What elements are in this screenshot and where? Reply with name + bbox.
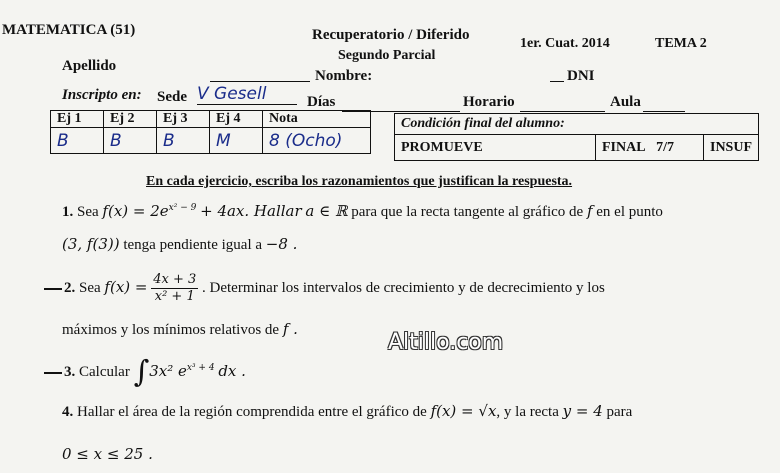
question-number: 4. bbox=[62, 404, 74, 420]
grade-value[interactable]: M bbox=[210, 128, 263, 154]
nombre-field[interactable] bbox=[550, 64, 564, 82]
q4-text: Hallar el área de la región comprendida entre el gráfico de bbox=[77, 404, 427, 420]
exam-name: Segundo Parcial bbox=[338, 48, 436, 63]
final-score: 7/7 bbox=[656, 139, 674, 155]
condition-table bbox=[394, 113, 759, 161]
grade-header: Ej 2 bbox=[104, 111, 157, 128]
theme: TEMA 2 bbox=[655, 36, 707, 51]
q4-text: , y la recta bbox=[496, 404, 559, 420]
grade-header: Ej 3 bbox=[157, 111, 210, 128]
q2-f: f . bbox=[282, 320, 298, 338]
grade-value[interactable]: 8 (Ocho) bbox=[263, 128, 371, 154]
q1-exponent: x² − 9 bbox=[168, 203, 197, 213]
question-number: 1. bbox=[62, 204, 74, 220]
grade-header: Nota bbox=[263, 111, 371, 128]
horario-label: Horario bbox=[463, 94, 515, 110]
q1-text: Sea bbox=[77, 204, 99, 220]
q2-fraction bbox=[151, 272, 198, 305]
q1-slope: −8 . bbox=[265, 235, 298, 253]
q2-text: máximos y los mínimos relativos de bbox=[62, 322, 280, 338]
q1-function: f(x) = 2e bbox=[102, 202, 169, 220]
grade-header: Ej 1 bbox=[51, 111, 104, 128]
q1-param: a ∈ ℝ bbox=[305, 202, 348, 220]
q1-text: + 4ax. Hallar bbox=[200, 202, 302, 220]
question-4 bbox=[62, 402, 632, 421]
watermark: Altillo.com bbox=[388, 330, 504, 355]
aula-field[interactable] bbox=[643, 94, 685, 112]
grade-header-row bbox=[51, 111, 371, 128]
q2-function: f(x) = bbox=[104, 277, 148, 296]
nombre-label: Nombre: bbox=[315, 68, 373, 84]
question-number: 2. bbox=[64, 279, 76, 296]
aula-label: Aula bbox=[610, 94, 641, 110]
q3-integrand: 3x² e bbox=[149, 362, 187, 380]
q1-f: f bbox=[586, 202, 593, 220]
grade-value[interactable]: B bbox=[104, 128, 157, 154]
question-1 bbox=[62, 202, 663, 221]
q3-text: Calcular bbox=[79, 364, 130, 380]
q2-text: . Determinar los intervalos de crecimiento y de decrecimiento y los bbox=[202, 279, 605, 296]
q1-text: para que la recta tangente al gráfico de bbox=[351, 204, 584, 220]
instruction: En cada ejercicio, escriba los razonamientos que justifican la respuesta. bbox=[146, 174, 573, 189]
final-cell bbox=[596, 135, 704, 161]
sede-value: V Gesell bbox=[197, 84, 267, 104]
integral-sign: ∫ bbox=[133, 354, 150, 390]
exam-type: Recuperatorio / Diferido bbox=[312, 27, 470, 43]
q3-exponent: x³ + 4 bbox=[186, 363, 215, 373]
apellido-label: Apellido bbox=[62, 58, 117, 74]
apellido-field[interactable] bbox=[210, 64, 310, 82]
course-title: MATEMATICA (51) bbox=[2, 22, 136, 38]
period: 1er. Cuat. 2014 bbox=[520, 36, 610, 51]
condition-title: Condición final del alumno: bbox=[395, 114, 759, 135]
dias-label: Días bbox=[307, 94, 336, 110]
q1-point: (3, f(3)) bbox=[62, 235, 120, 253]
q4-line: y = 4 bbox=[562, 402, 603, 420]
question-2-line-2 bbox=[62, 320, 298, 339]
grade-value[interactable]: B bbox=[157, 128, 210, 154]
q3-dx: dx . bbox=[218, 362, 246, 380]
q4-function: f(x) = √x bbox=[430, 402, 497, 420]
q4-interval: 0 ≤ x ≤ 25 . bbox=[62, 445, 153, 463]
q2-denominator: x² + 1 bbox=[154, 289, 195, 304]
question-3 bbox=[44, 354, 246, 390]
q1-text: tenga pendiente igual a bbox=[123, 237, 263, 253]
final-label: FINAL bbox=[602, 139, 646, 155]
grade-value[interactable]: B bbox=[51, 128, 104, 154]
sede-label: Sede bbox=[157, 89, 187, 105]
horario-field[interactable] bbox=[520, 94, 605, 112]
dni-label: DNI bbox=[567, 68, 595, 84]
dash-mark bbox=[44, 288, 62, 290]
question-2 bbox=[44, 272, 605, 305]
q2-numerator: 4x + 3 bbox=[153, 272, 197, 287]
question-number: 3. bbox=[64, 364, 76, 380]
q1-text: en el punto bbox=[596, 204, 663, 220]
inscripto-label: Inscripto en: bbox=[62, 87, 142, 103]
sede-field[interactable] bbox=[197, 84, 297, 105]
condition-status: PROMUEVE bbox=[395, 135, 596, 161]
q4-text: para bbox=[606, 404, 633, 420]
grade-table bbox=[50, 110, 371, 154]
q2-text: Sea bbox=[79, 279, 101, 296]
insuf-label: INSUF bbox=[704, 135, 759, 161]
grade-value-row bbox=[51, 128, 371, 154]
grade-header: Ej 4 bbox=[210, 111, 263, 128]
question-1-line-2 bbox=[62, 235, 297, 254]
dash-mark bbox=[44, 372, 62, 374]
